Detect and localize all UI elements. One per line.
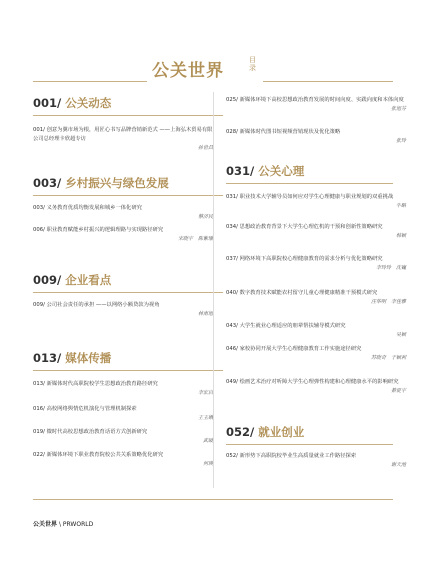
entry-author: 綦夏宇	[390, 388, 406, 394]
toc-entry[interactable]	[226, 322, 406, 340]
section-rule	[33, 292, 223, 293]
entry-title: 022/ 新媒体环境下职业教育院校公共关系策略优化研究	[33, 452, 164, 458]
entry-author: 吴颖	[395, 332, 406, 338]
entry-author: 宋晓宇 陈紫瑜	[177, 236, 213, 242]
entry-title: 013/ 新媒体时代高职院校学生思想政治教育路径研究	[33, 381, 158, 387]
toc-entry[interactable]	[226, 128, 406, 146]
toc-entry[interactable]	[226, 96, 406, 114]
entry-title: 052/ 新形势下高职院校毕业生高质量就业工作路径探索	[226, 453, 357, 459]
entry-title: 043/ 大学生就业心理适应的朋辈帮扶辅导模式研究	[226, 323, 346, 329]
bottom-rule	[33, 499, 393, 500]
entry-title: 037/ 网络环境下高职院校心理健康教育的需求分析与优化策略研究	[226, 256, 383, 262]
page-footer	[33, 519, 93, 528]
toc-entry[interactable]	[33, 451, 213, 469]
section-header	[226, 424, 393, 445]
section-rule	[226, 183, 393, 184]
column-divider	[213, 92, 214, 488]
footer-separator: \	[58, 521, 61, 528]
section-rule	[33, 195, 223, 196]
toc-entry[interactable]	[226, 255, 406, 273]
entry-title: 025/ 新媒体环境下高校思想政治教育发展的时间向度、实践向度和本体向度	[226, 97, 404, 103]
entry-author: 武破	[202, 438, 213, 444]
entry-author: 汪华明 李佳雅	[370, 299, 406, 305]
section-number: 001/	[33, 96, 62, 110]
entry-author: 王玉娥	[197, 415, 213, 421]
entry-title: 016/ 高校网络舆情危机演化与管理机制探索	[33, 406, 137, 412]
toc-entry[interactable]	[226, 378, 406, 396]
section-number: 009/	[33, 273, 62, 287]
toc-entry[interactable]	[33, 226, 213, 244]
header-rule-right	[263, 81, 393, 82]
entry-author: 韩颖	[395, 233, 406, 239]
entry-title: 046/ 家校协同开展大学生心理健康教育工作实施途径研究	[226, 346, 362, 352]
entry-title: 003/ 义务教育优质均衡发展和城乡一体化研究	[33, 205, 142, 211]
entry-author: 何瑛	[202, 461, 213, 467]
entry-author: 张玲	[395, 138, 406, 144]
section-title: 企业看点	[65, 273, 112, 287]
entry-title: 009/ 公司社会责任的承担 ——以网络小额贷款为视角	[33, 302, 160, 308]
section-title: 就业创业	[258, 425, 305, 439]
toc-entry[interactable]	[33, 428, 213, 446]
entry-title: 028/ 新媒体时代图书短视频营销现状及优化策略	[226, 129, 341, 135]
entry-author: 李宏启	[197, 390, 213, 396]
entry-author: 孙世昌	[197, 145, 213, 151]
entry-title: 049/ 绘画艺术治疗对听障大学生心理弹性构建和心理健康水平的影响研究	[226, 379, 399, 385]
section-rule	[226, 444, 393, 445]
toc-entry[interactable]	[33, 301, 213, 319]
toc-entry[interactable]	[33, 380, 213, 398]
footer-brand: 公关世界	[33, 521, 58, 528]
section-header	[33, 95, 223, 116]
section-title: 媒体传播	[65, 351, 112, 365]
entry-author: 谢天池	[390, 462, 406, 468]
section-rule	[33, 115, 223, 116]
entry-title: 034/ 思想政治教育背景下大学生心理危机的干预和创新性策略研究	[226, 224, 383, 230]
section-header	[33, 175, 223, 196]
entry-author: 蔡济民	[197, 214, 213, 220]
entry-author: 李玲玲 沈巍	[375, 265, 406, 271]
header-rule-left	[33, 81, 147, 82]
contents-label: 目录	[249, 56, 256, 72]
section-title: 乡村振兴与绿色发展	[65, 176, 169, 190]
entry-title: 019/ 微时代高校思想政治教育话语方式创新研究	[33, 429, 148, 435]
section-title: 公关动态	[65, 96, 112, 110]
section-header	[33, 272, 223, 293]
page-header	[0, 0, 427, 80]
toc-entry[interactable]	[33, 405, 213, 423]
toc-entry[interactable]	[226, 223, 406, 241]
entry-title: 001/ 创意为翼市场为根，用匠心书写品牌营销新范式 ——上海弘木贸易有限公司总经理卡欣超专访	[33, 127, 213, 142]
entry-author: 苏晓奇 于颖利	[370, 355, 406, 361]
toc-entry[interactable]	[226, 193, 406, 211]
toc-entry[interactable]	[226, 345, 406, 363]
entry-title: 031/ 职业技术大学辅导员如何应对学生心理健康与职业规划的双重挑战	[226, 194, 394, 200]
footer-english: PRWORLD	[62, 521, 94, 528]
entry-title: 040/ 数字教育技术赋能农村留守儿童心理健康精准干预模式研究	[226, 290, 378, 296]
section-number: 003/	[33, 176, 62, 190]
section-header	[226, 163, 393, 184]
toc-entry[interactable]	[226, 452, 406, 470]
entry-author: 张旭芬	[390, 106, 406, 112]
section-title: 公关心理	[258, 164, 305, 178]
section-number: 013/	[33, 351, 62, 365]
entry-author: 牛略	[395, 203, 406, 209]
entry-title: 006/ 职业教育赋能乡村振兴的逻辑理路与实现路径研究	[33, 227, 164, 233]
section-number: 052/	[226, 425, 255, 439]
section-header	[33, 350, 223, 371]
entry-author: 林南旭	[197, 311, 213, 317]
toc-entry[interactable]	[33, 204, 213, 222]
section-rule	[33, 370, 223, 371]
toc-entry[interactable]	[226, 289, 406, 307]
magazine-title: 公关世界	[152, 61, 224, 81]
toc-entry[interactable]	[33, 126, 213, 153]
section-number: 031/	[226, 164, 255, 178]
